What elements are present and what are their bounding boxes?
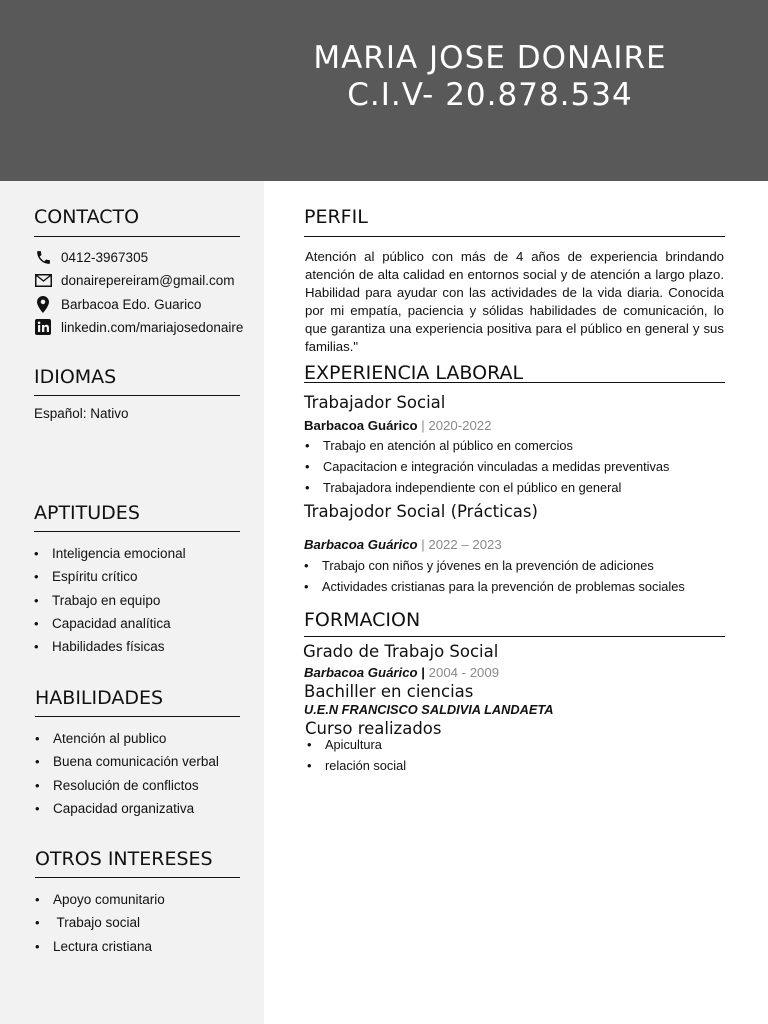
aptitudes-list	[34, 545, 186, 661]
job-years: 2020-2022	[428, 418, 492, 433]
aptitudes-title: APTITUDES	[34, 502, 140, 524]
degree-school	[304, 665, 499, 680]
linkedin-icon	[34, 318, 52, 336]
employer-name: Barbacoa Guárico	[304, 418, 418, 433]
interests-title: OTROS INTERESES	[35, 848, 213, 870]
header-banner	[0, 0, 768, 181]
list-item: • Trabajo con niños y jóvenes en la prevención de adiciones	[304, 557, 685, 578]
separator: |	[421, 665, 425, 680]
experience-title: EXPERIENCIA LABORAL	[304, 362, 524, 384]
list-item: • Atención al publico	[35, 730, 219, 753]
contact-linkedin[interactable]	[34, 318, 243, 336]
courses-title: Curso realizados	[305, 719, 442, 738]
job-employer	[304, 418, 491, 433]
id-number: C.I.V- 20.878.534	[347, 77, 633, 113]
contact-title: CONTACTO	[34, 206, 140, 228]
contact-phone[interactable]	[34, 248, 148, 266]
profile-title: PERFIL	[304, 206, 368, 228]
job-title: Trabajador Social	[304, 393, 446, 412]
highschool-name: U.E.N FRANCISCO SALDIVIA LANDAETA	[304, 702, 554, 717]
separator: |	[421, 418, 425, 433]
list-item: • Capacitacion e integración vinculadas a medidas preventivas	[305, 458, 669, 479]
list-item: • Apoyo comunitario	[35, 891, 165, 914]
list-item: • Inteligencia emocional	[34, 545, 186, 568]
list-item: • relación social	[307, 757, 406, 778]
courses-list	[307, 736, 406, 778]
job-title: Trabajodor Social (Prácticas)	[304, 502, 538, 521]
list-item: • Resolución de conflictos	[35, 777, 219, 800]
phone-icon	[34, 248, 52, 266]
list-item: • Apicultura	[307, 736, 406, 757]
list-item: • Actividades cristianas para la prevención de problemas sociales	[304, 578, 685, 599]
list-item: • Habilidades físicas	[34, 638, 186, 661]
languages-divider	[34, 395, 240, 396]
full-name: MARIA JOSE DONAIRE	[313, 40, 667, 76]
degree-title: Grado de Trabajo Social	[303, 642, 499, 661]
separator: |	[421, 537, 425, 552]
degree-years: 2004 - 2009	[428, 665, 500, 680]
languages-title: IDIOMAS	[34, 366, 117, 388]
list-item: • Trabajo en atención al público en comercios	[305, 437, 669, 458]
skills-title: HABILIDADES	[35, 687, 164, 709]
location-pin-icon	[34, 295, 52, 313]
interests-list	[35, 891, 165, 961]
job-bullets	[304, 557, 685, 599]
list-item: • Lectura cristiana	[35, 938, 165, 961]
contact-divider	[34, 236, 240, 237]
highschool-title: Bachiller en ciencias	[304, 682, 474, 701]
list-item: • Buena comunicación verbal	[35, 753, 219, 776]
profile-text: Atención al público con más de 4 años de experiencia brindando atención de alta calidad en entornos social y de atención a largo plazo. Habilidad para ayudar con las actividades de la vida diaria. Conocida por mi empatía, paciencia y sólidas habilidades de comunicación, lo que garantiza una experiencia positiva para el público en general y sus familias."	[305, 249, 724, 354]
language-item: Español: Nativo	[34, 406, 129, 421]
list-item: • Trabajo en equipo	[34, 592, 186, 615]
skills-divider	[35, 716, 240, 717]
phone-text: 0412-3967305	[61, 249, 149, 265]
job-years: 2022 – 2023	[428, 537, 502, 552]
list-item: • Trabajo social	[35, 914, 165, 937]
experience-divider	[304, 382, 725, 383]
school-name: Barbacoa Guárico	[304, 665, 418, 680]
employer-name: Barbacoa Guárico	[304, 537, 418, 552]
job-bullets	[305, 437, 669, 500]
list-item: • Capacidad analítica	[34, 615, 186, 638]
contact-location	[34, 295, 201, 313]
job-employer	[304, 537, 502, 552]
interests-divider	[35, 877, 240, 878]
list-item: • Trabajadora independiente con el público en general	[305, 479, 669, 500]
education-title: FORMACION	[304, 609, 421, 631]
email-text: donairepereiram@gmail.com	[61, 272, 235, 288]
list-item: • Espíritu crítico	[34, 568, 186, 591]
linkedin-text: linkedin.com/mariajosedonaire	[61, 319, 244, 335]
name-block	[270, 40, 710, 114]
skills-list	[35, 730, 219, 823]
location-text: Barbacoa Edo. Guarico	[61, 296, 202, 312]
mail-icon	[34, 271, 52, 289]
aptitudes-divider	[34, 531, 240, 532]
list-item: • Capacidad organizativa	[35, 800, 219, 823]
profile-divider	[304, 236, 725, 237]
contact-email[interactable]	[34, 271, 235, 289]
education-divider	[304, 636, 725, 637]
